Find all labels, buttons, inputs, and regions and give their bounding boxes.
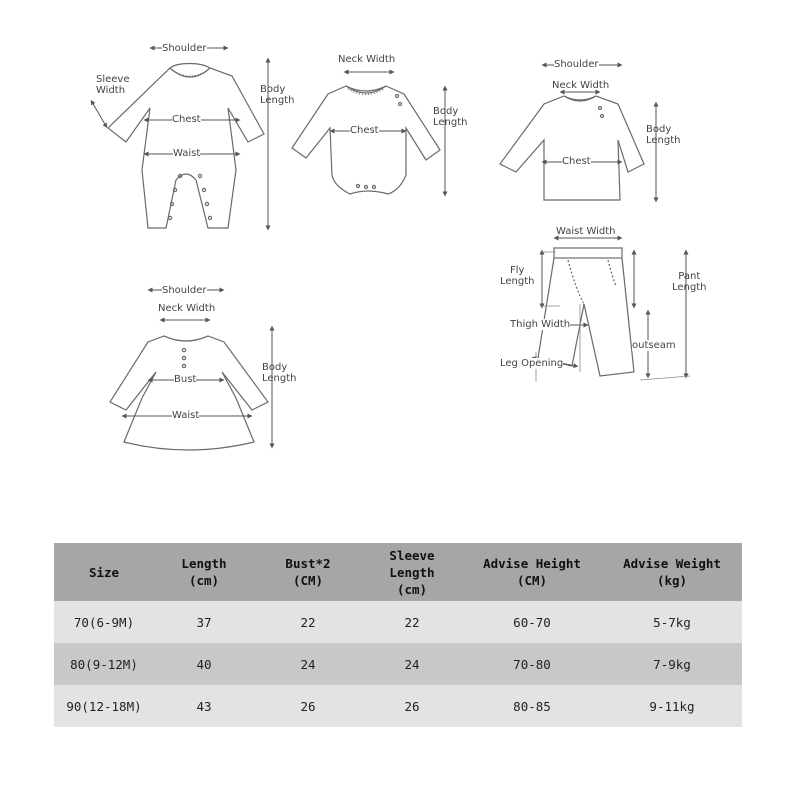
bodysuit-chest-label: Chest	[350, 125, 379, 136]
dress-waist-label: Waist	[172, 410, 200, 421]
header-bust: Bust*2 (CM)	[254, 543, 362, 601]
pants-outseam-label: outseam	[632, 340, 676, 351]
pants-thigh-width-label: Thigh Width	[510, 319, 571, 330]
romper-outline	[108, 64, 264, 229]
top-neck-width-label: Neck Width	[552, 80, 610, 91]
table-row	[54, 685, 742, 727]
bodysuit-body-length-label: Body Length	[433, 106, 468, 128]
bodysuit-outline	[292, 86, 440, 194]
cell-advise-height: 60-70	[462, 601, 602, 643]
header-size: Size	[54, 543, 154, 601]
cell-sleeve-length: 26	[362, 685, 462, 727]
top-shoulder-label: Shoulder	[554, 59, 599, 70]
top-body-length-clip	[644, 124, 682, 152]
size-chart-table	[54, 543, 742, 727]
top-body-length-label: Body Length	[646, 124, 681, 146]
table-row	[54, 601, 742, 643]
dress-outline	[110, 336, 268, 450]
dress-shoulder-label: Shoulder	[162, 285, 207, 296]
table-row	[54, 643, 742, 685]
romper-waist-label: Waist	[173, 148, 201, 159]
header-sleeve-length: Sleeve Length (cm)	[362, 543, 462, 601]
top-outline	[500, 96, 644, 200]
cell-advise-height: 70-80	[462, 643, 602, 685]
dress-body-length-label: Body Length	[262, 362, 297, 384]
cell-bust: 24	[254, 643, 362, 685]
romper-sleeve-width-label: Sleeve Width	[96, 74, 130, 96]
cell-sleeve-length: 22	[362, 601, 462, 643]
pants-waist-width-label: Waist Width	[556, 226, 616, 237]
cell-advise-weight: 7-9kg	[602, 643, 742, 685]
cell-advise-height: 80-85	[462, 685, 602, 727]
header-length: Length (cm)	[154, 543, 254, 601]
pants-leg-opening-label: Leg Opening	[500, 358, 564, 369]
pants-fly-length-label: Fly Length	[500, 265, 535, 287]
cell-length: 37	[154, 601, 254, 643]
cell-size: 80(9-12M)	[54, 643, 154, 685]
cell-sleeve-length: 24	[362, 643, 462, 685]
romper-shoulder-label: Shoulder	[162, 43, 207, 54]
header-advise-height: Advise Height (CM)	[462, 543, 602, 601]
header-advise-weight: Advise Weight (kg)	[602, 543, 742, 601]
cell-advise-weight: 9-11kg	[602, 685, 742, 727]
cell-length: 43	[154, 685, 254, 727]
dress-neck-width-label: Neck Width	[158, 303, 216, 314]
pants-outline	[538, 248, 634, 376]
pants-pant-length-label: Pant Length	[672, 271, 707, 293]
cell-length: 40	[154, 643, 254, 685]
romper-body-length-clip	[258, 84, 295, 114]
cell-bust: 22	[254, 601, 362, 643]
cell-advise-weight: 5-7kg	[602, 601, 742, 643]
top-chest-label: Chest	[562, 156, 591, 167]
romper-chest-label: Chest	[172, 114, 201, 125]
cell-bust: 26	[254, 685, 362, 727]
dress-bust-label: Bust	[174, 374, 197, 385]
romper-body-length-label: Body Length	[260, 84, 295, 106]
table-header-row	[54, 543, 742, 601]
cell-size: 90(12-18M)	[54, 685, 154, 727]
bodysuit-neck-width-label: Neck Width	[338, 54, 396, 65]
cell-size: 70(6-9M)	[54, 601, 154, 643]
